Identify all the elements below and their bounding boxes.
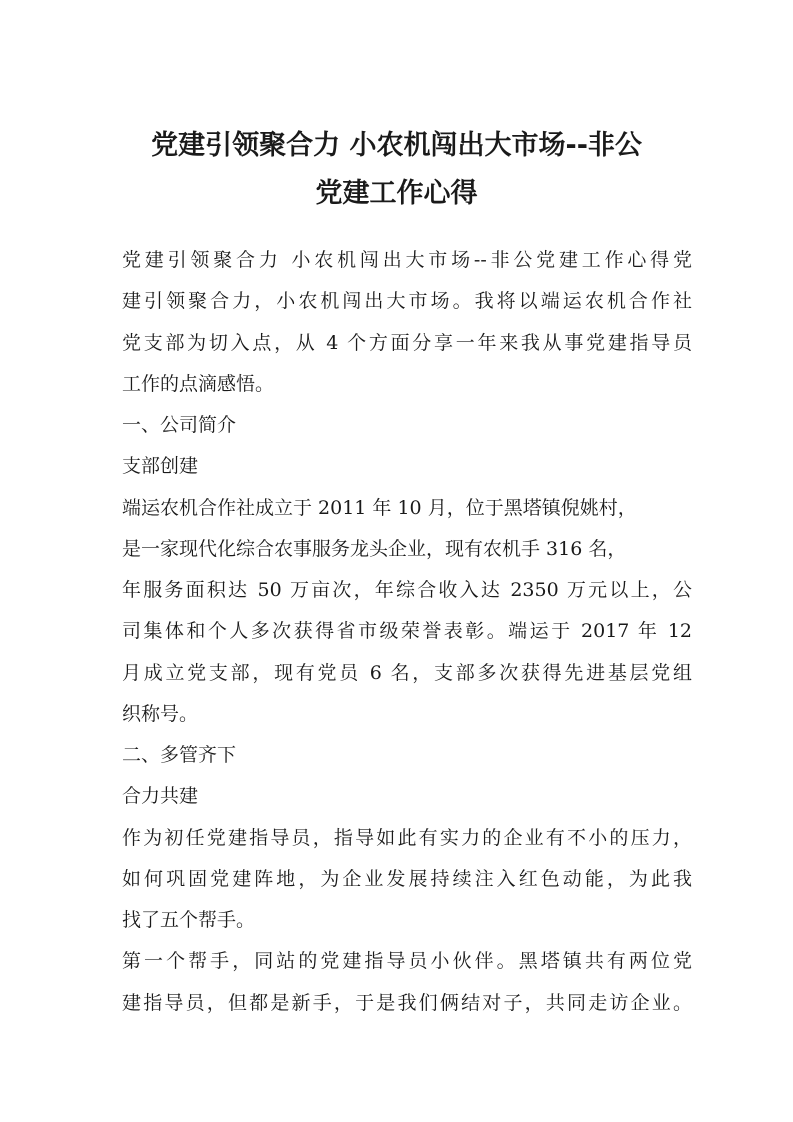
body-text-line: 党建引领聚合力 小农机闯出大市场--非公党建工作心得党 bbox=[122, 249, 692, 271]
body-text-line: 作为初任党建指导员，指导如此有实力的企业有不小的压力， bbox=[122, 826, 692, 849]
body-text-line: 司集体和个人多次获得省市级荣誉表彰。端运于 2017 年 12 bbox=[122, 620, 692, 643]
body-text-line: 工作的点滴感悟。 bbox=[122, 372, 275, 395]
body-text-line: 支部创建 bbox=[122, 455, 199, 478]
body-text-line: 是一家现代化综合农事服务龙头企业，现有农机手 316 名， bbox=[122, 537, 627, 560]
body-text-line: 找了五个帮手。 bbox=[122, 909, 256, 931]
body-text-line: 二、多管齐下 bbox=[122, 744, 237, 766]
body-text-line: 第一个帮手，同站的党建指导员小伙伴。黑塔镇共有两位党 bbox=[122, 950, 692, 973]
document-body bbox=[122, 240, 692, 1024]
body-text-line: 端运农机合作社成立于 2011 年 10 月，位于黑塔镇倪姚村， bbox=[122, 496, 637, 519]
body-text-line: 党支部为切入点，从 4 个方面分享一年来我从事党建指导员 bbox=[122, 331, 692, 354]
body-text-line: 年服务面积达 50 万亩次，年综合收入达 2350 万元以上，公 bbox=[122, 579, 692, 601]
body-text-line: 合力共建 bbox=[122, 785, 199, 808]
body-text-line: 织称号。 bbox=[122, 702, 199, 725]
body-text-line: 一、公司简介 bbox=[122, 414, 237, 436]
document-title-line-2: 党建工作心得 bbox=[315, 178, 478, 209]
body-text-line: 建指导员，但都是新手，于是我们俩结对子，共同走访企业。 bbox=[122, 991, 692, 1014]
body-text-line: 建引领聚合力，小农机闯出大市场。我将以端运农机合作社 bbox=[122, 290, 692, 313]
body-text-line: 如何巩固党建阵地，为企业发展持续注入红色动能，为此我 bbox=[122, 867, 692, 890]
body-text-line: 月成立党支部，现有党员 6 名，支部多次获得先进基层党组 bbox=[122, 661, 692, 684]
document-title-line-1: 党建引领聚合力 小农机闯出大市场--非公 bbox=[151, 130, 642, 161]
